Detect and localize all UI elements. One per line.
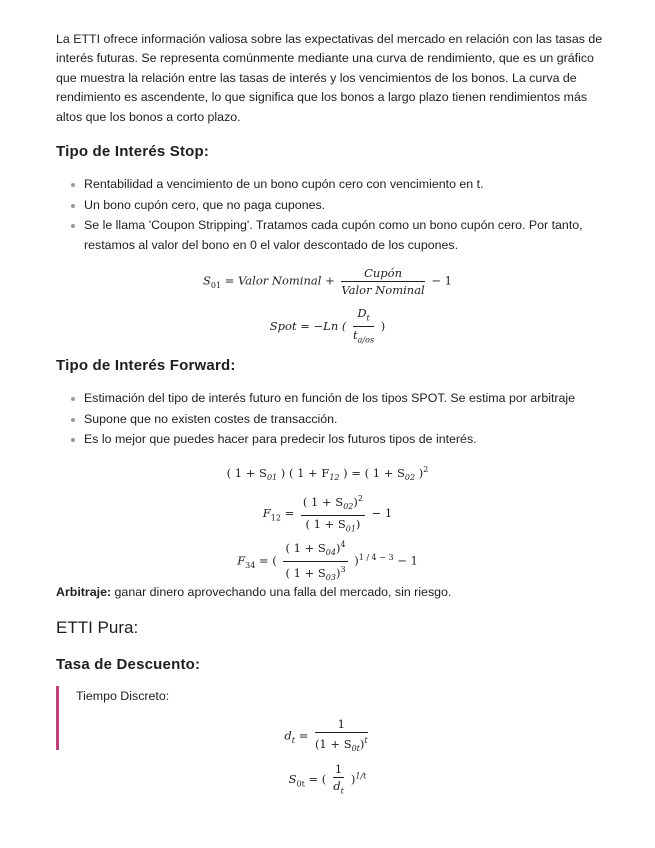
list-item: Estimación del tipo de interés futuro en función de los tipos SPOT. Se estima por arbitraje (56, 389, 606, 408)
arbitraje-text: ganar dinero aprovechando una falla del mercado, sin riesgo. (111, 585, 452, 599)
heading-stop: Tipo de Interés Stop: (56, 143, 210, 160)
list-item: Rentabilidad a vencimiento de un bono cupón cero con vencimiento en t. (56, 175, 606, 194)
list-item: Supone que no existen costes de transacción. (56, 410, 606, 429)
list-item: Es lo mejor que puedes hacer para predecir los futuros tipos de interés. (56, 430, 606, 449)
arbitraje-label: Arbitraje: (56, 585, 112, 599)
stop-bullet-list (56, 175, 606, 257)
heading-descuento: Tasa de Descuento: (56, 656, 201, 673)
heading-forward: Tipo de Interés Forward: (56, 357, 236, 374)
equation-stop-1: $S_{01}$ = Valor Nominal + $\frac{\text{Cupón}}{\text{Valor Nominal}}$ − 1 (203, 266, 452, 297)
equation-stop-2: Spot = −Ln ( $\frac{D_t}{t_{a/os}}$ ) (269, 306, 386, 345)
equation-forward-1: ( $1 + S_{01}$ ) ( $1 + F_{12}$ ) = ( $1 + S_{02}$ )$^2$ (226, 465, 429, 483)
intro-paragraph: La ETTI ofrece información valiosa sobre las expectativas del mercado en relación con las tasas de interés futuras. Se representa comúnmente mediante una curva de rendimiento, que es un gráfico que muestra la relación entre las tasas de interés y los vencimientos de los bonos. La curva de rendimiento es ascendente, lo que significa que los bonos a largo plazo tienen rendimientos más altos que los bonos a corto plazo. (56, 32, 603, 124)
arbitraje-definition (56, 585, 451, 599)
equation-forward-2: $F_{12}$ = $\frac{( 1 + S_{02})^2}{( 1 + S_{01})}$ − 1 (262, 494, 393, 534)
list-item: Se le llama 'Coupon Stripping'. Tratamos cada cupón como un bono cupón cero. Por tanto, restamos al valor del bono en 0 el valor descontado de los cupones. (56, 216, 606, 255)
equation-descuento-1: $d_t$ = $\frac{1}{(1 + S_{0t})^t}$ (284, 717, 368, 754)
list-item: Un bono cupón cero, que no paga cupones. (56, 196, 606, 215)
blockquote-text: Tiempo Discreto: (76, 689, 170, 703)
forward-bullet-list (56, 389, 606, 451)
equation-descuento-2: $S_{0t}$ = ( $\frac{1}{d_t}$ )$^{1/t}$ (288, 762, 367, 796)
heading-etti-pura: ETTI Pura: (56, 618, 139, 637)
equation-forward-3: $F_{34}$ = ( $\frac{( 1 + S_{04})^4}{( 1 + S_{03})^3}$ )$^{1 / 4 - 3}$ − 1 (237, 540, 418, 583)
